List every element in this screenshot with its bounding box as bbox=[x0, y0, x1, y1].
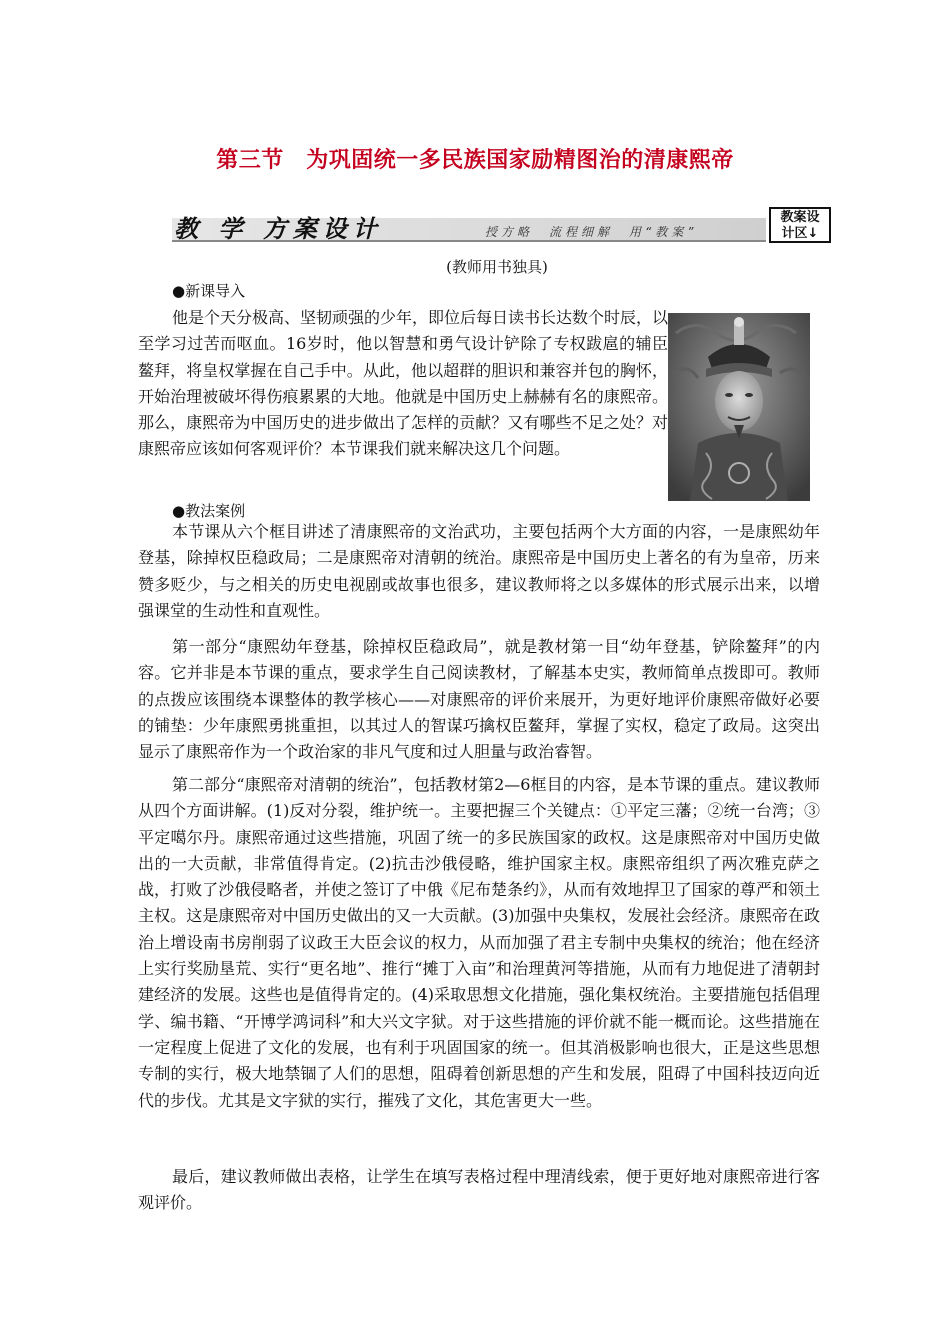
method-paragraph-1: 本节课从六个框目讲述了清康熙帝的文治武功，主要包括两个大方面的内容，一是康熙幼年登基，除掉权臣稳政局；二是康熙帝对清朝的统治。康熙帝是中国历史上著名的有为皇帝，历来赞多贬少，与之相关的历史电视剧或故事也很多，建议教师将之以多媒体的形式展示出来，以增强课堂的生动性和直观性。 bbox=[138, 522, 820, 620]
method-paragraph-4: 最后，建议教师做出表格，让学生在填写表格过程中理清线索，便于更好地对康熙帝进行客观评价。 bbox=[138, 1167, 820, 1213]
banner-subtitle: 授方略 流程细解 用“教案” bbox=[485, 225, 698, 239]
kangxi-portrait-image bbox=[668, 313, 810, 501]
page-title: 第三节 为巩固统一多民族国家励精图治的清康熙帝 bbox=[216, 148, 734, 173]
method-paragraph-3: 第二部分“康熙帝对清朝的统治”，包括教材第2—6框目的内容，是本节课的重点。建议教师从四个方面讲解。(1)反对分裂，维护统一。主要把握三个关键点：①平定三藩；②统一台湾；③平定噶尔丹。康熙帝通过这些措施，巩固了统一的多民族国家的政权。这是康熙帝对中国历史做出的一大贡献，非常值得肯定。(2)抗击沙俄侵略，维护国家主权。康熙帝组织了两次雅克萨之战，打败了沙俄侵略者，并使之签订了中俄《尼布楚条约》，从而有效地捍卫了国家的尊严和领土主权。这是康熙帝对中国历史做出的又一大贡献。(3)加强中央集权，发展社会经济。康熙帝在政治上增设南书房削弱了议政王大臣会议的权力，从而加强了君主专制中央集权的统治；他在经济上实行奖励垦荒、实行“更名地”、推行“摊丁入亩”和治理黄河等措施，从而有力地促进了清朝封建经济的发展。这些也是值得肯定的。(4)采取思想文化措施，强化集权统治。主要措施包括倡理学、编书籍、“开博学鸿词科”和大兴文字狱。对于这些措施的评价就不能一概而论。这些措施在一定程度上促进了文化的发展，也有利于巩固国家的统一。但其消极影响也很大，正是这些思想专制的实行，极大地禁锢了人们的思想，阻碍着创新思想的产生和发展，阻碍了中国科技迈向近代的步伐。尤其是文字狱的实行，摧残了文化，其危害更大一些。 bbox=[138, 775, 820, 1110]
tag-line-1: 教案设 bbox=[780, 210, 820, 225]
tag-line-2: 计区↓ bbox=[781, 226, 819, 241]
method-heading: ●教法案例 bbox=[172, 502, 246, 520]
method-paragraph-2: 第一部分“康熙幼年登基，除掉权臣稳政局”，就是教材第一目“幼年登基，铲除鳌拜”的内容。它并非是本节课的重点，要求学生自己阅读教材，了解基本史实，教师简单点拨即可。教师的点拨应该围绕本课整体的教学核心——对康熙帝的评价来展开，为更好地评价康熙帝做好必要的铺垫：少年康熙勇挑重担，以其过人的智谋巧擒权臣鳌拜，掌握了实权，稳定了政局。这突出显示了康熙帝作为一个政治家的非凡气度和过人胆量与政治睿智。 bbox=[138, 637, 820, 762]
section-banner bbox=[172, 209, 766, 241]
teacher-note: (教师用书独具) bbox=[446, 258, 548, 276]
intro-heading: ●新课导入 bbox=[172, 282, 246, 300]
design-area-tag bbox=[769, 207, 831, 243]
intro-paragraph: 他是个天分极高、坚韧顽强的少年，即位后每日读书长达数个时辰，以至学习过苦而呕血。16岁时，他以智慧和勇气设计铲除了专权跋扈的辅臣鳌拜，将皇权掌握在自己手中。从此，他以超群的胆识和兼容并包的胸怀，开始治理被破坏得伤痕累累的大地。他就是中国历史上赫赫有名的康熙帝。那么，康熙帝为中国历史的进步做出了怎样的贡献？又有哪些不足之处？对康熙帝应该如何客观评价？本节课我们就来解决这几个问题。 bbox=[138, 308, 669, 459]
banner-title: 教 学 方案设计 bbox=[174, 214, 383, 243]
